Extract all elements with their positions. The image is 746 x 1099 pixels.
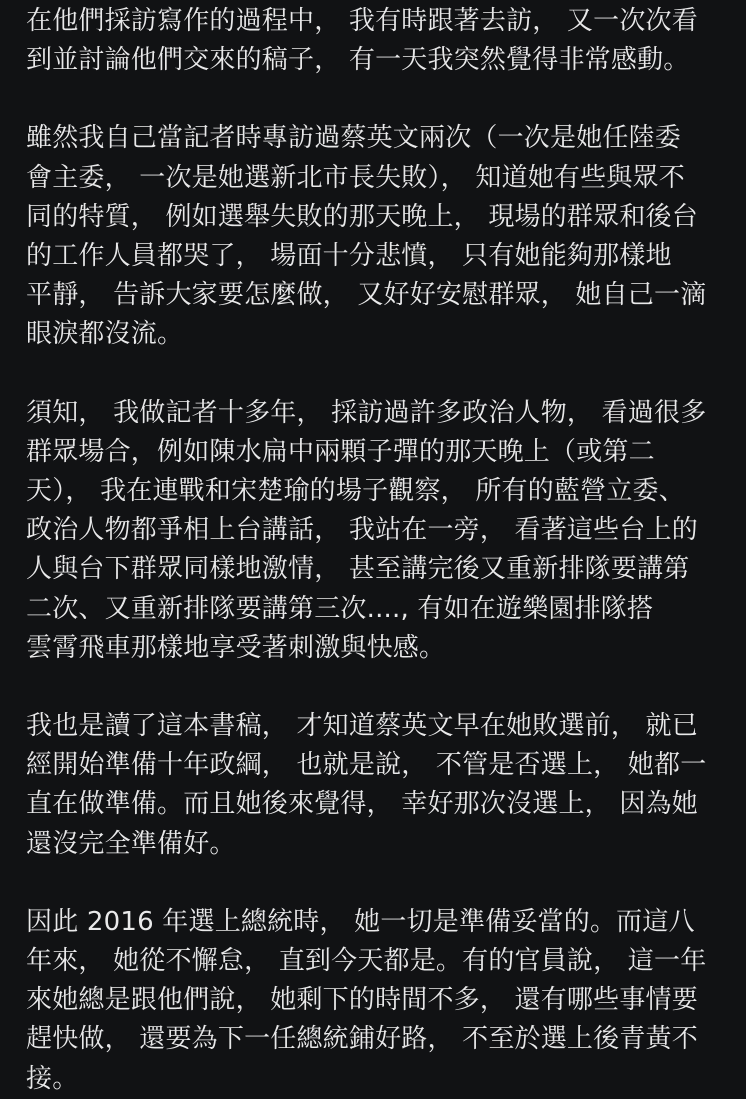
post-body — [26, 2, 726, 1099]
paragraph: 須知， 我做記者十多年， 採訪過許多政治人物， 看過很多 群眾場合，例如陳水扁中兩顆子彈的那天晚上（或第二 天）， 我在連戰和宋楚瑜的場子觀察， 所有的藍營立委、 政治人物都爭相上台講話， 我站在一旁， 看著這些台上的 人與台下群眾同樣地激情， 甚至講完後又重新排隊要講第 二次、又重新排隊要講第三次...., 有如在遊樂園排隊搭 雲霄飛車那樣地享受著刺激與快感。 — [26, 397, 707, 663]
paragraph: 在他們採訪寫作的過程中， 我有時跟著去訪， 又一次次看 到並討論他們交來的稿子， 有一天我突然覺得非常感動。 — [26, 6, 698, 76]
paragraph: 我也是讀了這本書稿， 才知道蔡英文早在她敗選前， 就已 經開始準備十年政綱， 也就是說， 不管是否選上， 她都一 直在做準備。而且她後來覺得， 幸好那次沒選上， 因為她 還沒完全準備好。 — [26, 711, 707, 859]
paragraph: 雖然我自己當記者時專訪過蔡英文兩次（一次是她任陸委 會主委， 一次是她選新北市長失敗）， 知道她有些與眾不 同的特質， 例如選舉失敗的那天晚上， 現場的群眾和後台 的工作人員都哭了， 場面十分悲憤， 只有她能夠那樣地 平靜， 告訴大家要怎麼做， 又好好安慰群眾， 她自己一滴 眼淚都沒流。 — [26, 123, 707, 350]
paragraph: 因此 2016 年選上總統時， 她一切是準備妥當的。而這八 年來， 她從不懈怠， 直到今天都是。有的官員說， 這一年 來她總是跟他們說， 她剩下的時間不多， 還有哪些事情要 趕快做， 還要為下一任總統鋪好路， 不至於選上後青黃不 接。 — [26, 906, 707, 1094]
